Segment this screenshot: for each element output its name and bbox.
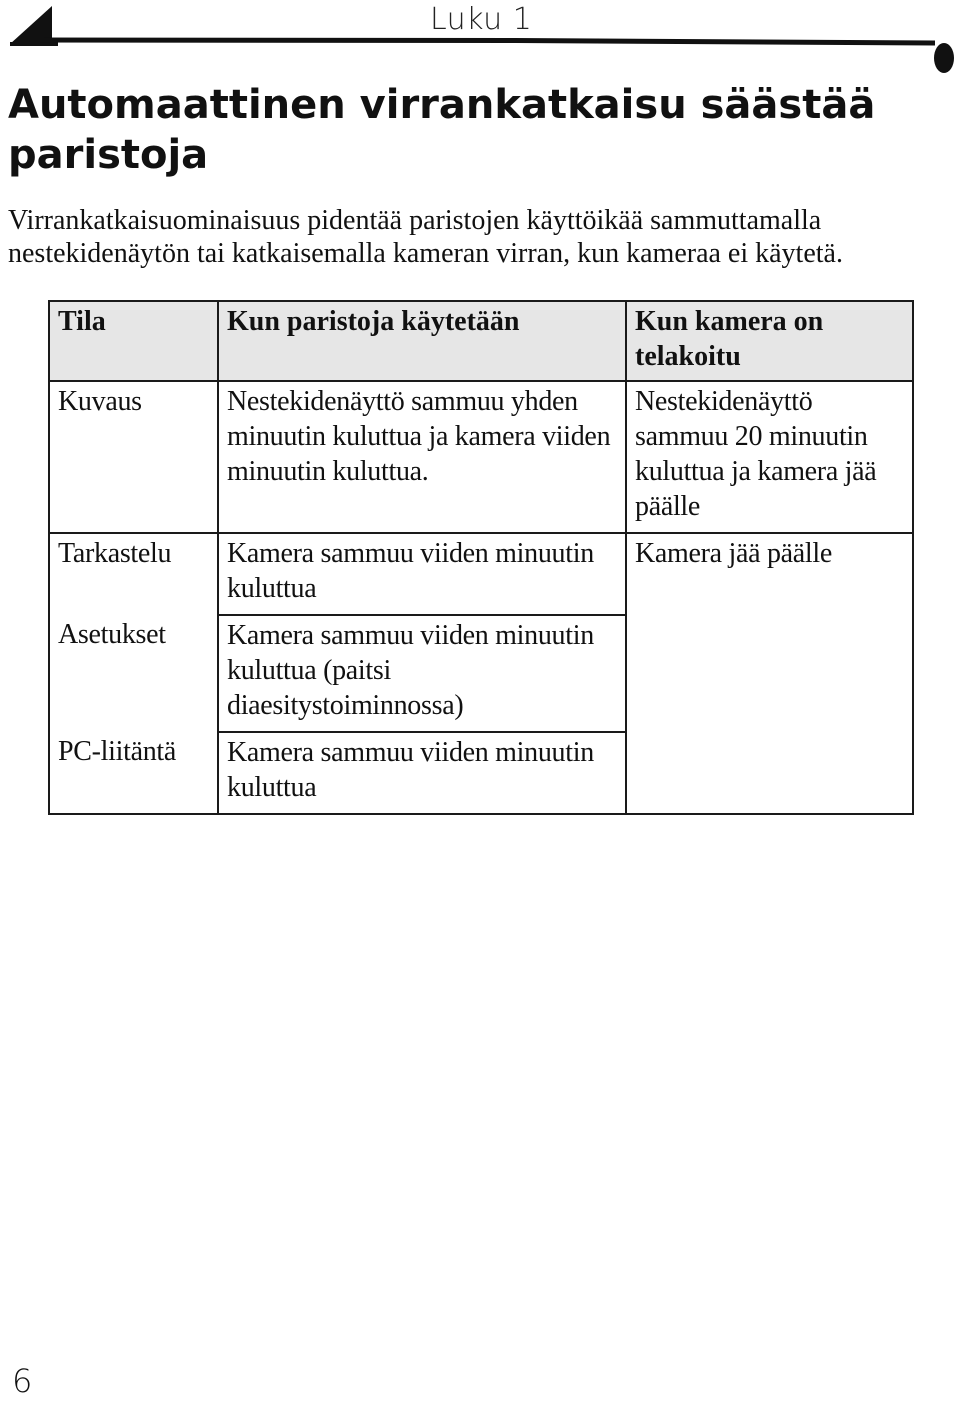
mode-cell: Tarkastelu bbox=[49, 533, 218, 615]
battery-cell: Kamera sammuu viiden minuutin kuluttua bbox=[218, 732, 626, 814]
page-title: Automaattinen virrankatkaisu säästää paristoja bbox=[8, 82, 876, 178]
column-header-mode: Tila bbox=[49, 301, 218, 381]
auto-power-off-table bbox=[48, 300, 914, 815]
battery-cell: Kamera sammuu viiden minuutin kuluttua bbox=[218, 533, 626, 615]
page-number: 6 bbox=[12, 1362, 33, 1400]
table-header-row bbox=[49, 301, 913, 381]
chapter-label: Luku 1 bbox=[430, 2, 533, 37]
table-row bbox=[49, 533, 913, 615]
table-row bbox=[49, 381, 913, 533]
docked-cell: Nestekidenäyttö sammuu 20 minuutin kuluttua ja kamera jää päälle bbox=[626, 381, 913, 533]
column-header-docked: Kun kamera on telakoitu bbox=[626, 301, 913, 381]
mode-cell: PC-liitäntä bbox=[49, 732, 218, 814]
battery-cell: Nestekidenäyttö sammuu yhden minuutin kuluttua ja kamera viiden minuutin kuluttua. bbox=[218, 381, 626, 533]
column-header-battery: Kun paristoja käytetään bbox=[218, 301, 626, 381]
docked-cell-merged: Kamera jää päälle bbox=[626, 533, 913, 814]
intro-paragraph: Virrankatkaisuominaisuus pidentää paristojen käyttöikää sammuttamalla nestekidenäytön tai katkaisemalla kameran virran, kun kameraa ei käytetä. bbox=[8, 205, 843, 269]
mode-cell: Kuvaus bbox=[49, 381, 218, 533]
mode-cell: Asetukset bbox=[49, 615, 218, 732]
battery-cell: Kamera sammuu viiden minuutin kuluttua (paitsi diaesitystoiminnossa) bbox=[218, 615, 626, 732]
